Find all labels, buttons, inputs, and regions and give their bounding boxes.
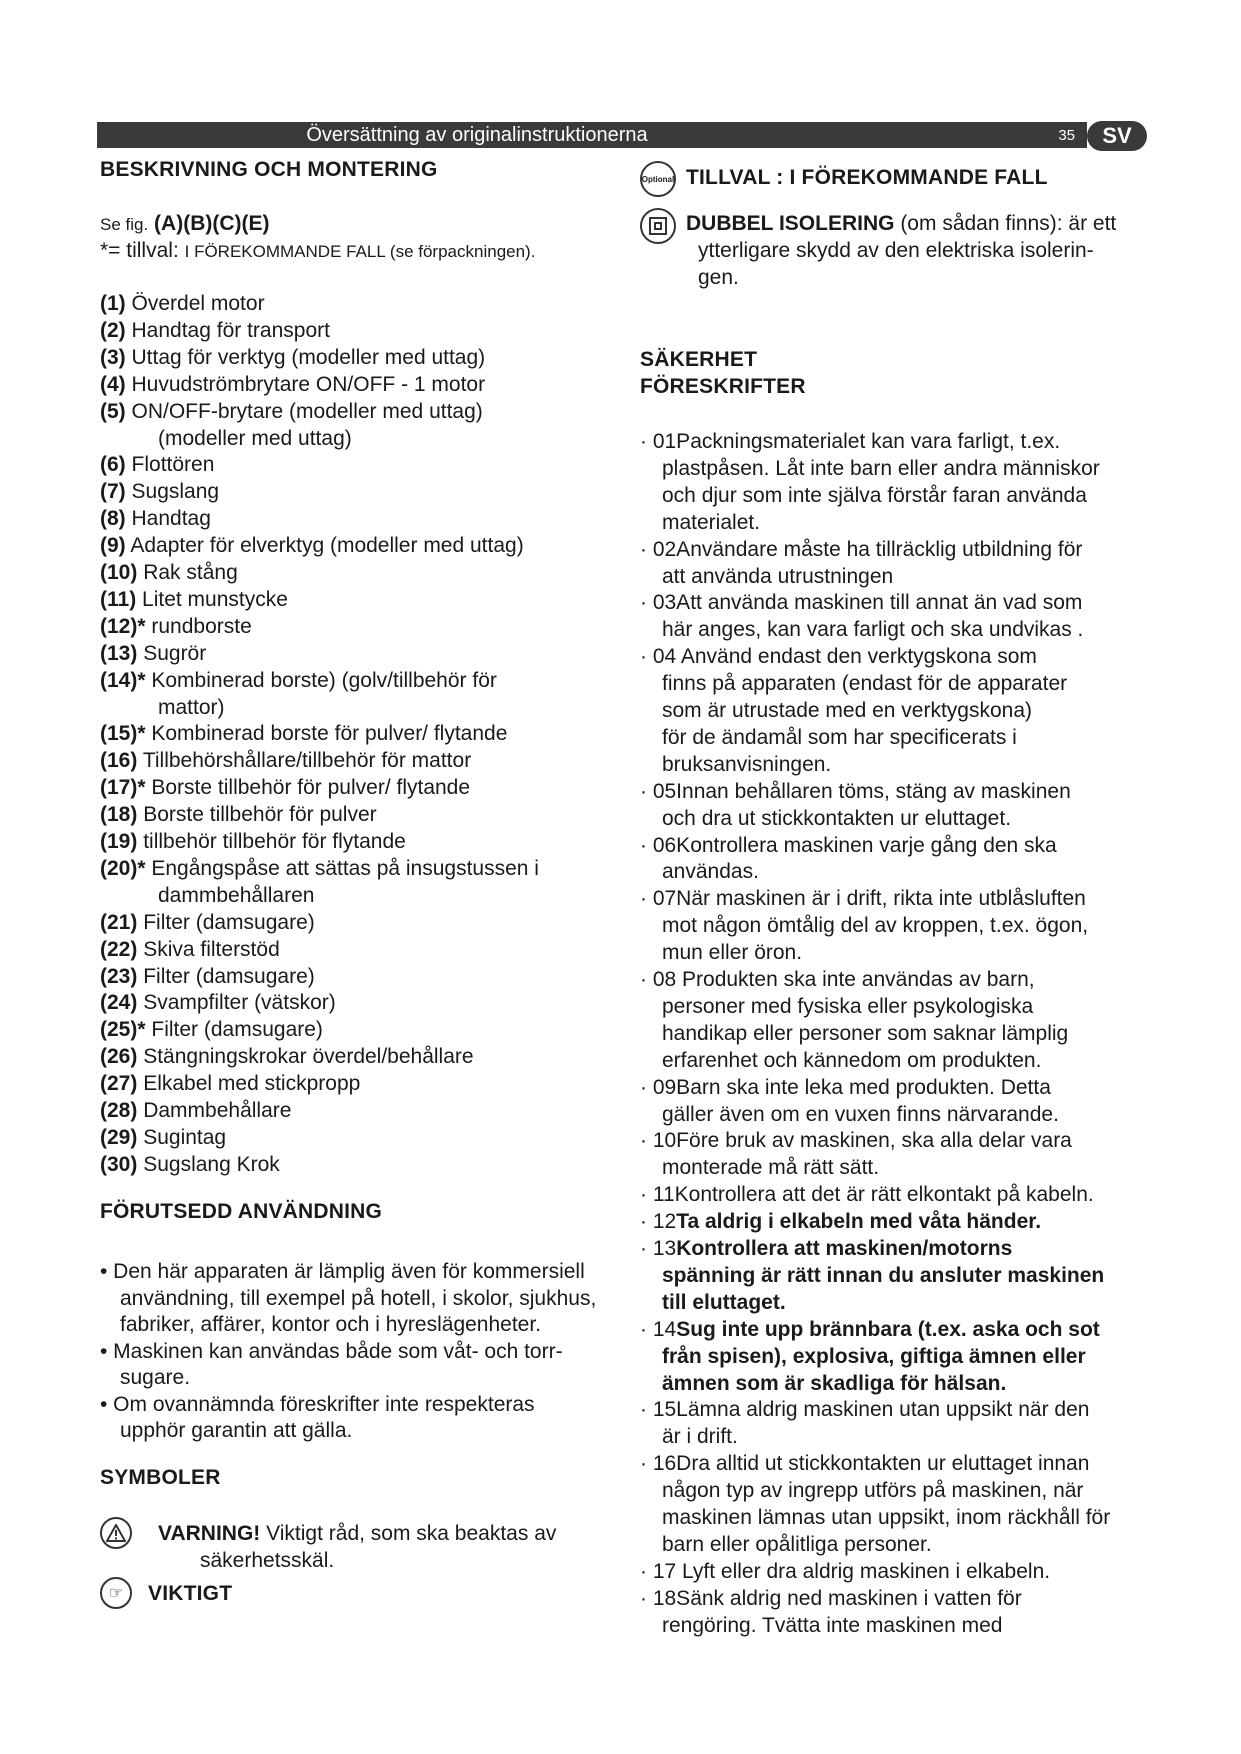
warning-text-cont: säkerhetsskäl. — [200, 1549, 335, 1572]
part-label: Adapter för elverktyg (modeller med uttag) — [130, 534, 524, 558]
double-insulation-line — [686, 210, 1156, 237]
part-item — [100, 371, 620, 398]
safety-rule-line: · 02Användare måste ha tillräcklig utbildning för — [640, 537, 1083, 561]
part-item — [100, 586, 620, 613]
part-label: Handtag — [131, 507, 211, 531]
optional-note-text: I FÖREKOMMANDE FALL (se förpackningen). — [184, 242, 536, 261]
part-item — [100, 344, 620, 371]
part-label: Borste tillbehör för pulver — [143, 803, 377, 827]
part-number: (22) — [100, 937, 138, 961]
safety-rule-line: monterade må rätt sätt. — [662, 1156, 880, 1180]
safety-rule-line: · 05Innan behållaren töms, stäng av maskinen — [640, 779, 1071, 803]
part-number: (12)* — [100, 614, 146, 638]
part-label: Filter (damsugare) — [151, 1018, 323, 1042]
part-item — [100, 613, 620, 640]
part-item — [158, 882, 678, 909]
part-number: (3) — [100, 345, 126, 369]
page-number: 35 — [1058, 127, 1075, 144]
safety-rule-line: · 15Lämna aldrig maskinen utan uppsikt när den — [640, 1398, 1090, 1422]
part-label: ON/OFF-brytare (modeller med uttag) — [131, 399, 483, 423]
part-label: rundborste — [151, 614, 252, 638]
figure-prefix: Se fig. — [100, 215, 149, 234]
optional-prefix: *= tillval: — [100, 239, 179, 262]
safety-rule-line: är i drift. — [662, 1425, 738, 1449]
safety-rule-line: användas. — [662, 860, 759, 884]
part-label: Litet munstycke — [142, 587, 288, 611]
safety-rule-line: till eluttaget. — [662, 1290, 786, 1314]
part-label: Sugrör — [143, 641, 207, 665]
safety-rule-line: och dra ut stickkontakten ur eluttaget. — [662, 806, 1012, 830]
safety-rule-line: maskinen lämnas utan uppsikt, inom räckhåll för — [662, 1506, 1111, 1529]
part-label: (modeller med uttag) — [158, 426, 352, 450]
header-title: Översättning av originalinstruktionerna — [306, 124, 648, 146]
part-number: (13) — [100, 641, 138, 665]
safety-rule-line: · 08 Produkten ska inte användas av barn, — [640, 968, 1035, 991]
use-bullet-line: användning, till exempel på hotell, i skolor, sjukhus, — [120, 1286, 597, 1310]
part-label: Sugintag — [143, 1125, 227, 1149]
part-number: (18) — [100, 803, 138, 827]
part-label: Sugslang Krok — [143, 1152, 280, 1176]
part-item — [100, 532, 620, 559]
optional-note — [100, 237, 535, 265]
part-number: (10) — [100, 561, 138, 584]
part-number: (24) — [100, 991, 138, 1015]
part-number: (15)* — [100, 722, 146, 746]
double-insulation-label: DUBBEL ISOLERING — [686, 212, 895, 235]
part-item — [158, 425, 678, 452]
part-number: (23) — [100, 964, 138, 988]
part-item — [100, 640, 620, 667]
part-item — [100, 1124, 620, 1151]
part-label: Filter (damsugare) — [143, 910, 315, 934]
part-label: Filter (damsugare) — [143, 964, 315, 988]
safety-rule-line: någon typ av ingrepp utförs på maskinen, när — [662, 1479, 1084, 1503]
safety-rule-line: som är utrustade med en verktygskona) — [662, 699, 1033, 722]
part-label: tillbehör tillbehör för flytande — [143, 830, 406, 853]
use-bullet-line: • Den här apparaten är lämplig även för kommersiell — [100, 1260, 585, 1283]
part-item — [100, 855, 620, 882]
part-item — [100, 667, 620, 694]
safety-rule-line: ämnen som är skadliga för hälsan. — [662, 1371, 1007, 1395]
part-item — [100, 1151, 620, 1178]
double-insulation-icon — [640, 208, 676, 244]
safety-rule-line: · 09Barn ska inte leka med produkten. Detta — [640, 1075, 1051, 1099]
safety-rule-line: · 11Kontrollera att det är rätt elkontakt på kabeln. — [640, 1183, 1094, 1207]
part-item — [100, 317, 620, 344]
part-number: (8) — [100, 507, 126, 531]
safety-heading: SÄKERHET — [640, 348, 758, 371]
safety-rule-line: att använda utrustningen — [662, 564, 894, 588]
regulations-heading: FÖRESKRIFTER — [640, 375, 806, 398]
double-insulation-text-2: ytterligare skydd av den elektriska isolerin- — [698, 239, 1094, 262]
safety-rule-line: · 17 Lyft eller dra aldrig maskinen i elkabeln. — [640, 1559, 1051, 1583]
important-label: VIKTIGT — [148, 1582, 233, 1605]
part-number: (27) — [100, 1072, 138, 1096]
safety-rule-line: mot någon ömtålig del av kroppen, t.ex. ögon, — [662, 914, 1089, 938]
warning-text: Viktigt råd, som ska beaktas av — [266, 1522, 557, 1545]
safety-rule-line: barn eller opålitliga personer. — [662, 1532, 932, 1556]
part-number: (2) — [100, 318, 126, 342]
part-label: Skiva filterstöd — [143, 937, 280, 961]
part-item — [158, 694, 678, 721]
part-item — [100, 1043, 620, 1070]
part-item — [100, 720, 620, 747]
part-number: (26) — [100, 1045, 138, 1069]
warning-line — [158, 1520, 608, 1547]
part-number: (6) — [100, 453, 126, 477]
part-number: (14)* — [100, 668, 146, 692]
optional-icon: Optional — [640, 161, 676, 197]
part-item — [100, 801, 620, 828]
part-label: Svampfilter (vätskor) — [143, 991, 336, 1015]
part-label: dammbehållaren — [158, 883, 315, 907]
part-number: (30) — [100, 1152, 138, 1176]
part-item — [100, 1097, 620, 1124]
safety-rule-line: · 13Kontrollera att maskinen/motorns — [640, 1237, 1013, 1260]
part-label: Överdel motor — [131, 292, 265, 315]
part-label: Handtag för transport — [131, 318, 330, 342]
safety-rule-line: · 14Sug inte upp brännbara (t.ex. aska och sot — [640, 1317, 1100, 1341]
double-insulation-text: (om sådan finns): är ett — [900, 212, 1117, 235]
use-bullet-line: upphör garantin att gälla. — [120, 1419, 353, 1442]
part-item — [100, 290, 620, 317]
optional-heading: TILLVAL : I FÖREKOMMANDE FALL — [686, 166, 1048, 189]
part-number: (9) — [100, 534, 126, 558]
part-number: (16) — [100, 749, 138, 773]
pointing-hand-icon: ☞ — [100, 1577, 132, 1609]
part-number: (28) — [100, 1099, 138, 1122]
part-label: Flottören — [131, 453, 215, 477]
safety-rule-line: · 07När maskinen är i drift, rikta inte utblåsluften — [640, 887, 1086, 911]
part-item — [100, 451, 620, 478]
use-bullet-line: • Maskinen kan användas både som våt- och torr- — [100, 1339, 563, 1363]
part-item — [100, 398, 620, 425]
part-item — [100, 505, 620, 532]
part-number: (20)* — [100, 856, 146, 880]
safety-rule-line: · 01Packningsmaterialet kan vara farligt, t.ex. — [640, 430, 1061, 453]
safety-rule-line: bruksanvisningen. — [662, 752, 832, 776]
part-item — [100, 559, 620, 586]
safety-rule-line: · 10Före bruk av maskinen, ska alla delar vara — [640, 1129, 1072, 1153]
safety-rule-line: gäller även om en vuxen finns närvarande. — [662, 1102, 1059, 1126]
safety-rule-line: · 18Sänk aldrig ned maskinen i vatten för — [640, 1586, 1022, 1610]
part-label: mattor) — [158, 695, 225, 719]
safety-rule-line: · 03Att använda maskinen till annat än vad som — [640, 591, 1083, 615]
part-number: (29) — [100, 1125, 138, 1149]
safety-rule-line: · 04 Använd endast den verktygskona som — [640, 645, 1037, 669]
part-number: (17)* — [100, 776, 146, 800]
part-item — [100, 747, 620, 774]
safety-rule-line: mun eller öron. — [662, 941, 803, 965]
part-item — [100, 1070, 620, 1097]
part-number: (1) — [100, 292, 126, 315]
part-item — [100, 774, 620, 801]
part-label: Tillbehörshållare/tillbehör för mattor — [142, 749, 472, 773]
safety-rule-line: från spisen), explosiva, giftiga ämnen eller — [662, 1344, 1086, 1368]
part-label: Stängningskrokar överdel/behållare — [143, 1045, 474, 1069]
use-heading: FÖRUTSEDD ANVÄNDNING — [100, 1200, 383, 1223]
figure-refs: (A)(B)(C)(E) — [154, 212, 270, 235]
figure-reference — [100, 210, 270, 238]
part-item — [100, 1016, 620, 1043]
use-bullet-line: sugare. — [120, 1366, 191, 1389]
part-label: Dammbehållare — [143, 1099, 292, 1122]
part-item — [100, 963, 620, 990]
part-label: Engångspåse att sättas på insugstussen i — [151, 856, 539, 880]
safety-rule-line: för de ändamål som har specificerats i — [662, 725, 1017, 749]
part-label: Kombinerad borste) (golv/tillbehör för — [151, 668, 497, 692]
part-item — [100, 989, 620, 1016]
part-label: Kombinerad borste för pulver/ flytande — [151, 722, 508, 746]
safety-rule-line: plastpåsen. Låt inte barn eller andra människor — [662, 456, 1100, 480]
safety-rule-line: och djur som inte själva förstår faran använda — [662, 483, 1087, 507]
header-bar — [97, 122, 1087, 148]
part-number: (4) — [100, 372, 126, 396]
use-bullet-line: • Om ovannämnda föreskrifter inte respekteras — [100, 1392, 535, 1416]
safety-rule-line: handikap eller personer som saknar lämplig — [662, 1021, 1069, 1045]
safety-rule-line: · 06Kontrollera maskinen varje gång den ska — [640, 833, 1057, 857]
safety-rule-line: här anges, kan vara farligt och ska undvikas . — [662, 618, 1084, 642]
language-badge: SV — [1087, 121, 1147, 151]
part-number: (5) — [100, 399, 126, 423]
safety-rule-line: erfarenhet och kännedom om produkten. — [662, 1048, 1042, 1072]
safety-rule-line: · 12Ta aldrig i elkabeln med våta händer. — [640, 1210, 1042, 1234]
part-number: (11) — [100, 587, 137, 611]
part-label: Uttag för verktyg (modeller med uttag) — [131, 345, 486, 369]
part-number: (21) — [100, 910, 138, 934]
part-number: (7) — [100, 480, 126, 504]
part-number: (25)* — [100, 1018, 146, 1042]
safety-rule-line: · 16Dra alltid ut stickkontakten ur eluttaget innan — [640, 1452, 1090, 1476]
symbols-heading: SYMBOLER — [100, 1466, 221, 1489]
safety-rule-line: spänning är rätt innan du ansluter maskinen — [662, 1263, 1105, 1287]
part-label: Huvudströmbrytare ON/OFF - 1 motor — [131, 372, 486, 396]
safety-rule-line: finns på apparaten (endast för de apparater — [662, 672, 1068, 696]
part-item — [100, 936, 620, 963]
part-item — [100, 909, 620, 936]
use-bullet-line: fabriker, affärer, kontor och i hyreslägenheter. — [120, 1313, 542, 1336]
part-number: (19) — [100, 830, 138, 853]
safety-rule-line: materialet. — [662, 510, 761, 534]
part-item — [100, 828, 620, 855]
description-heading: BESKRIVNING OCH MONTERING — [100, 158, 438, 181]
part-label: Borste tillbehör för pulver/ flytande — [151, 776, 471, 800]
part-label: Rak stång — [143, 561, 238, 584]
safety-rule-line: rengöring. Tvätta inte maskinen med — [662, 1613, 1003, 1637]
part-label: Sugslang — [131, 480, 220, 504]
double-insulation-text-3: gen. — [698, 266, 739, 289]
part-label: Elkabel med stickpropp — [143, 1072, 361, 1096]
part-item — [100, 478, 620, 505]
warning-icon — [100, 1517, 132, 1549]
warning-label: VARNING! — [158, 1522, 261, 1545]
safety-rule-line: personer med fysiska eller psykologiska — [662, 994, 1034, 1018]
